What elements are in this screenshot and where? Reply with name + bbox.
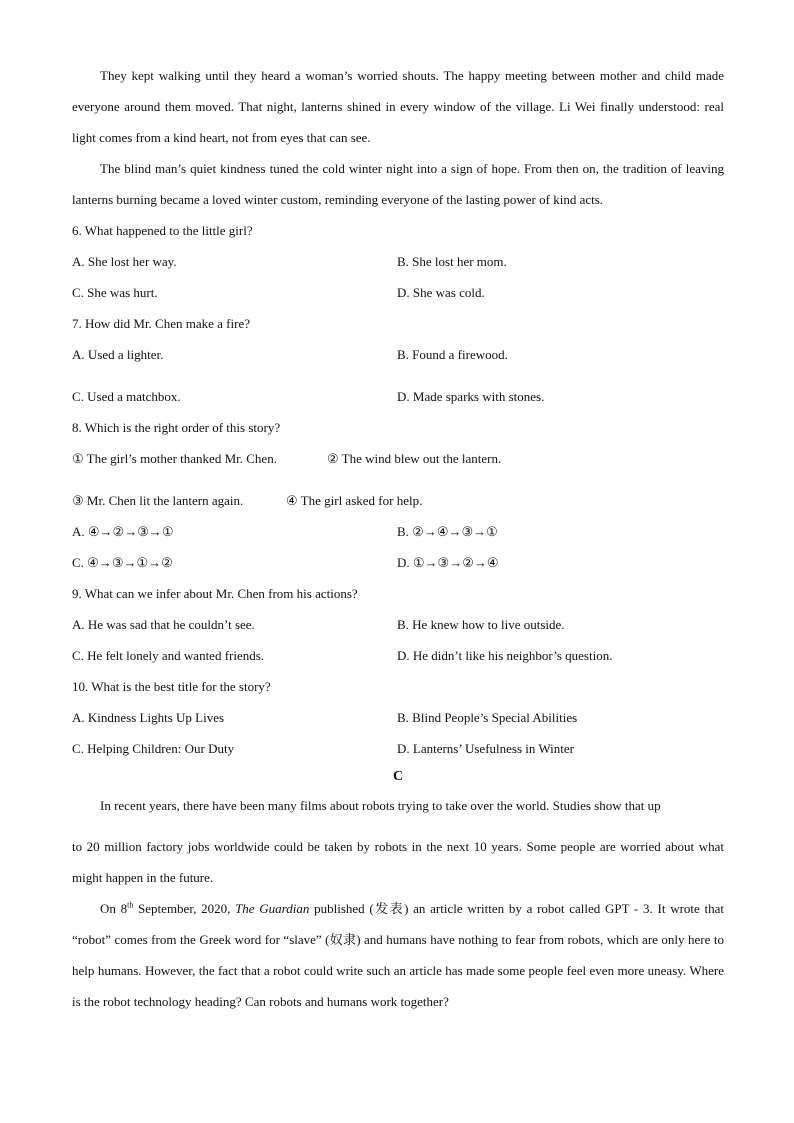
option-d: D. Made sparks with stones. bbox=[397, 389, 545, 404]
question-8-options-row-2 bbox=[72, 547, 724, 578]
date-rest: September, 2020, bbox=[133, 901, 236, 916]
question-10-options-row-1 bbox=[72, 702, 724, 733]
question-6-stem: 6. What happened to the little girl? bbox=[72, 223, 253, 238]
passage-b-paragraph-1: They kept walking until they heard a woman’s worried shouts. The happy meeting between mother and child made everyone around them moved. That night, lanterns shined in every window of the village. Li Wei finally understood: real light comes from a kind heart, not from eyes that can see. bbox=[72, 68, 724, 145]
option-a: A. ④→②→③→① bbox=[72, 524, 174, 539]
option-d: D. Lanterns’ Usefulness in Winter bbox=[397, 741, 574, 756]
event-1: ① The girl’s mother thanked Mr. Chen. bbox=[72, 451, 277, 466]
option-b: B. Found a firewood. bbox=[397, 347, 508, 362]
date-ordinal-suffix: th bbox=[127, 900, 134, 910]
option-c: C. ④→③→①→② bbox=[72, 555, 173, 570]
passage-b-paragraph-2: The blind man’s quiet kindness tuned the cold winter night into a sign of hope. From then on, the tradition of leaving lanterns burning became a loved winter custom, reminding everyone of the lasting power of kind acts. bbox=[72, 161, 724, 207]
document-page bbox=[72, 60, 724, 1017]
option-c: C. Helping Children: Our Duty bbox=[72, 741, 235, 756]
event-3: ③ Mr. Chen lit the lantern again. bbox=[72, 493, 244, 508]
question-8-stem: 8. Which is the right order of this story? bbox=[72, 420, 281, 435]
option-a: A. Used a lighter. bbox=[72, 347, 164, 362]
option-b: B. She lost her mom. bbox=[397, 254, 507, 269]
question-6-options-row-2 bbox=[72, 277, 724, 308]
option-a: A. She lost her way. bbox=[72, 254, 177, 269]
passage-c-paragraph-1-line-1: In recent years, there have been many films about robots trying to take over the world. Studies show that up bbox=[100, 798, 661, 813]
passage-c-paragraph-2 bbox=[72, 893, 724, 1017]
question-8-events-row-2 bbox=[72, 485, 724, 516]
option-a: A. Kindness Lights Up Lives bbox=[72, 710, 225, 725]
option-c: C. He felt lonely and wanted friends. bbox=[72, 648, 265, 663]
option-b: B. He knew how to live outside. bbox=[397, 617, 565, 632]
question-9-stem: 9. What can we infer about Mr. Chen from his actions? bbox=[72, 586, 358, 601]
option-c: C. She was hurt. bbox=[72, 285, 158, 300]
question-7-stem: 7. How did Mr. Chen make a fire? bbox=[72, 316, 250, 331]
option-b: B. ②→④→③→① bbox=[397, 524, 498, 539]
option-c: C. Used a matchbox. bbox=[72, 389, 181, 404]
question-7-options-row-1 bbox=[72, 339, 724, 381]
question-10-options-row-2 bbox=[72, 733, 724, 764]
question-8-options-row-1 bbox=[72, 516, 724, 547]
section-heading-c: C bbox=[392, 769, 404, 784]
option-d: D. She was cold. bbox=[397, 285, 485, 300]
paragraph-2-body: published (发表) an article written by a robot called GPT - 3. It wrote that “robot” comes from the Greek word for “slave” (奴隶) and humans have nothing to fear from robots, which are only here to help humans. However, the fact that a robot could write such an article has made some people feel even more uneasy. Where is the robot technology heading? Can robots and humans work together? bbox=[72, 901, 724, 1009]
option-b: B. Blind People’s Special Abilities bbox=[397, 710, 578, 725]
question-6-options-row-1 bbox=[72, 246, 724, 277]
event-4: ④ The girl asked for help. bbox=[286, 493, 423, 508]
event-2: ② The wind blew out the lantern. bbox=[327, 451, 502, 466]
date-day: On 8 bbox=[100, 901, 128, 916]
question-9-options-row-1 bbox=[72, 609, 724, 640]
passage-c-paragraph-1-rest: to 20 million factory jobs worldwide could be taken by robots in the next 10 years. Some people are worried about what might happen in the future. bbox=[72, 839, 724, 885]
question-9-options-row-2 bbox=[72, 640, 724, 671]
option-d: D. He didn’t like his neighbor’s question. bbox=[397, 648, 613, 663]
question-10-stem: 10. What is the best title for the story? bbox=[72, 679, 271, 694]
newspaper-name: The Guardian bbox=[235, 901, 310, 916]
option-a: A. He was sad that he couldn’t see. bbox=[72, 617, 255, 632]
question-7-options-row-2 bbox=[72, 381, 724, 412]
option-d: D. ①→③→②→④ bbox=[397, 555, 499, 570]
question-8-events-row-1 bbox=[72, 443, 724, 485]
